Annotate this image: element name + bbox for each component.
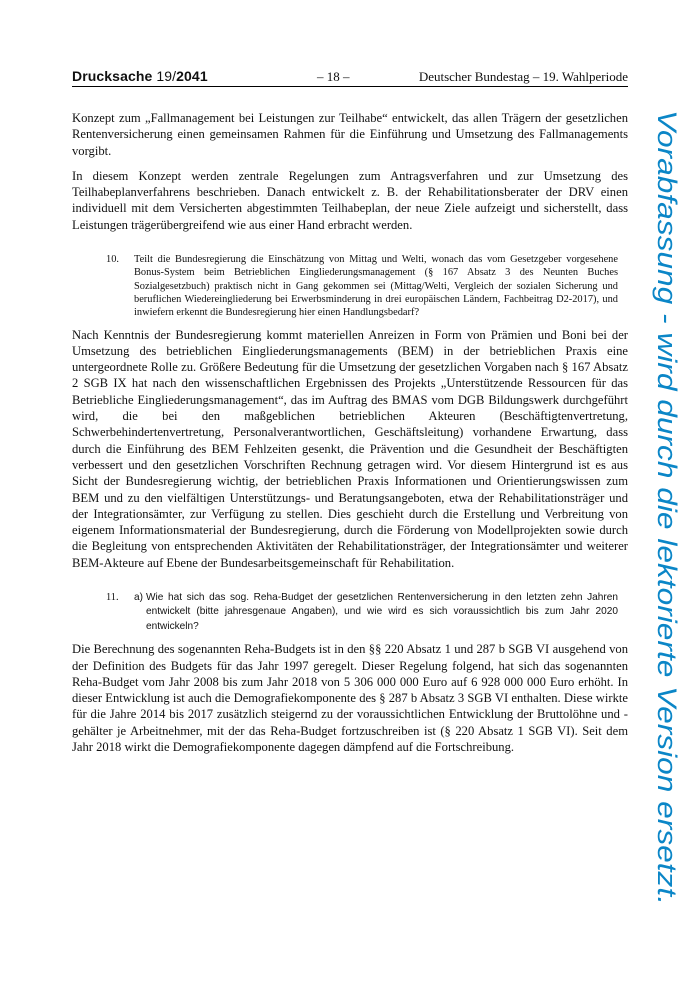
watermark-text: Vorabfassung - wird durch die lektorierte Version ersetzt. <box>652 110 682 776</box>
page-body <box>72 110 628 755</box>
doc-number: 2041 <box>176 68 208 84</box>
question-text: Teilt die Bundesregierung die Einschätzung von Mittag und Welti, wonach das vom Gesetzgeber vorgesehene Bonus-System beim Betrieblichen Eingliederungsmanagement (§ 167 Absatz 3 des Neunten Buches Sozialgesetzbuch) praktisch nicht in Gang gekommen sei (Mittag/Welti, Vergleich der sozialen Sicherung und beruflichen Wiedereingliederung bei Erwerbsminderung in drei europäischen Ländern, Fachbeitrag D2-2017), und inwiefern erkennt die Bundesregierung hier einen Handlungsbedarf? <box>134 254 618 319</box>
doc-type: Drucksache <box>72 68 153 84</box>
question-11 <box>106 591 618 634</box>
paragraph-4: Die Berechnung des sogenannten Reha-Budgets ist in den §§ 220 Absatz 1 und 287 b SGB VI ausgehend von der Definition des Budgets für das Jahr 1997 geregelt. Dieser Regelung folgend, hat sich das sogenannten Reha-Budget vom Jahr 2008 bis zum Jahr 2018 von 5 306 000 000 Euro auf 6 928 000 000 Euro erhöht. In dieser Entwicklung ist auch die Demografiekomponente des § 287 b Absatz 3 SGB VI enthalten. Diese wirkte für die Jahre 2014 bis 2017 zusätzlich steigernd zu der voraussichtlichen Entwicklung der Bruttolöhne und -gehälter je Arbeitnehmer, mit der das Reha-Budget fortzuschreiben ist (§ 220 Absatz 1 SGB VI). Seit dem Jahr 2018 wirkt die Demografiekomponente dagegen dämpfend auf die Fortschreibung. <box>72 642 628 755</box>
draft-watermark <box>646 110 690 905</box>
institution: Deutscher Bundestag – 19. Wahlperiode <box>418 69 628 84</box>
question-text: Wie hat sich das sog. Reha-Budget der gesetzlichen Rentenversicherung in den letzten zehn Jahren entwickelt (bitte jahresgenaue Angaben), und wie wird es sich voraussichtlich bis zum Jahr 2020 entwickeln? <box>146 592 618 632</box>
doc-number-prefix: 19/ <box>156 68 177 84</box>
page-header <box>72 68 628 87</box>
paragraph-2: In diesem Konzept werden zentrale Regelungen zum Antragsverfahren und zur Umsetzung des Teilhabeplanverfahrens beschrieben. Danach entwickelt z. B. der Rehabilitationsberater der DRV einen individuell mit dem Versicherten abgestimmten Teilhabeplan, der neue Ziele aufzeigt und sicherstellt, dass Leistungen trägerübergreifend wie aus einer Hand erbracht werden. <box>72 168 628 232</box>
paragraph-1: Konzept zum „Fallmanagement bei Leistungen zur Teilhabe“ entwickelt, das allen Trägern der gesetzlichen Rentenversicherung einen gemeinsamen Rahmen für die Einführung und Umsetzung des Fallmanagements vorgibt. <box>72 111 628 158</box>
question-number: 11. <box>106 592 119 604</box>
paragraph-3: Nach Kenntnis der Bundesregierung kommt materiellen Anreizen in Form von Prämien und Boni bei der Umsetzung des betrieblichen Eingliederungsmanagements (BEM) in der betrieblichen Praxis eine untergeordnete Rolle zu. Größere Bedeutung für die Umsetzung der gesetzlichen Vorgaben nach § 167 Absatz 2 SGB IX hat nach den wissenschaftlichen Ergebnissen des Projekts „Unterstützende Ressourcen für das Betriebliche Eingliederungsmanagement“, das im Auftrag des BMAS vom DGB Bildungswerk durchgeführt wird, die bei den maßgeblichen betrieblichen Akteuren (Beschäftigtenvertretung, Schwerbehindertenvertretung, Personalverantwortlichen, Geschäftsleitung) vorhandene Erwartung, dass durch die Einführung des BEM Fehlzeiten gesenkt, die Prävention und die Gesundheit der Beschäftigten verbessert und den gesetzlichen Vorschriften Rechnung getragen wird. Vor diesem Hintergrund ist es aus Sicht der Bundesregierung wichtig, der betrieblichen Praxis Informationen und Orientierungswissen zum BEM und zu den vielfältigen Unterstützungs- und Beratungsangeboten, etwa der Rehabilitationsträger und der Integrationsämter, zur Verfügung zu stellen. Dies geschieht durch die Erstellung und Verbreitung von eigenem Informationsmaterial der Bundesregierung, durch die Förderung von Modellprojekten sowie durch die Begleitung von entsprechenden Aktivitäten der Rehabilitationsträger, der Integrationsämter und weiterer BEM-Akteure auf Ebene der Bundesarbeitsgemeinschaft für Rehabilitation. <box>72 327 628 570</box>
question-sub-label: a) <box>134 592 143 604</box>
question-number: 10. <box>106 254 119 266</box>
page-number: – 18 – <box>317 69 350 84</box>
document-number <box>72 68 208 84</box>
question-10 <box>106 253 618 319</box>
